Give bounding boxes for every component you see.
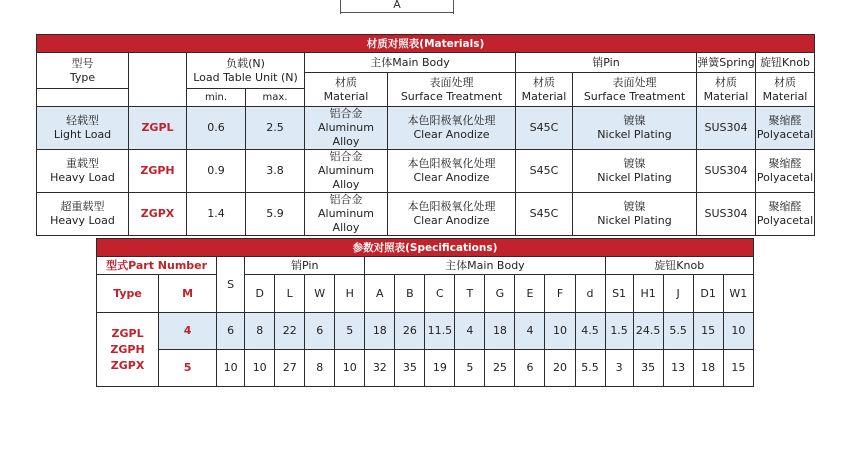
column-header: B	[395, 275, 425, 313]
header-knob-material: 材质 Material	[756, 73, 815, 107]
pin-value: 8	[245, 313, 275, 350]
body-value: 4	[515, 313, 545, 350]
knob-material: 聚缩醛 Polyacetal	[756, 150, 815, 193]
type-code: ZGPL	[129, 107, 187, 150]
load-min: 0.9	[187, 150, 246, 193]
body-value: 19	[425, 350, 455, 387]
dimension-label: A	[393, 0, 401, 11]
body-value: 32	[365, 350, 395, 387]
pin-value: 6	[305, 313, 335, 350]
body-value: 4.5	[575, 313, 605, 350]
knob-value: 35	[633, 350, 663, 387]
column-header: J	[663, 275, 693, 313]
load-max: 3.8	[246, 150, 305, 193]
type-codes: ZGPL ZGPH ZGPX	[97, 313, 159, 387]
type-code: ZGPH	[129, 150, 187, 193]
pin-value: 22	[275, 313, 305, 350]
body-surface: 本色阳极氧化处理 Clear Anodize	[388, 107, 516, 150]
column-header: T	[455, 275, 485, 313]
spec-row	[97, 350, 754, 387]
materials-row	[37, 193, 815, 236]
pin-value: 8	[305, 350, 335, 387]
m-value: 5	[159, 350, 217, 387]
header-spring-material: 材质 Material	[697, 73, 756, 107]
materials-title: 材质对照表(Materials)	[37, 35, 815, 53]
s-value: 6	[217, 313, 245, 350]
body-value: 5.5	[575, 350, 605, 387]
column-header: F	[545, 275, 575, 313]
header-body-group: 主体Main Body	[365, 257, 605, 275]
knob-value: 10	[723, 313, 753, 350]
pin-value: 27	[275, 350, 305, 387]
header-type-blank	[37, 89, 129, 107]
materials-row	[37, 150, 815, 193]
knob-value: 5.5	[663, 313, 693, 350]
specifications-table	[96, 238, 754, 387]
pin-material: S45C	[516, 150, 573, 193]
spec-row	[97, 313, 754, 350]
knob-value: 24.5	[633, 313, 663, 350]
pin-surface: 镀镍 Nickel Plating	[573, 193, 697, 236]
column-header: E	[515, 275, 545, 313]
column-header: d	[575, 275, 605, 313]
knob-material: 聚缩醛 Polyacetal	[756, 107, 815, 150]
load-max: 2.5	[246, 107, 305, 150]
header-max: max.	[246, 89, 305, 107]
header-type: Type	[97, 275, 159, 313]
body-material: 铝合金 Aluminum Alloy	[305, 193, 388, 236]
body-value: 10	[545, 313, 575, 350]
body-value: 35	[395, 350, 425, 387]
header-knob-group: 旋钮Knob	[605, 257, 753, 275]
body-value: 26	[395, 313, 425, 350]
pin-value: 10	[245, 350, 275, 387]
pin-value: 10	[335, 350, 365, 387]
header-spring: 弹簧Spring	[697, 53, 756, 73]
header-pin-material: 材质 Material	[516, 73, 573, 107]
column-header: H	[335, 275, 365, 313]
body-value: 25	[485, 350, 515, 387]
body-material: 铝合金 Aluminum Alloy	[305, 107, 388, 150]
dimension-marker-a	[340, 0, 454, 14]
body-value: 4	[455, 313, 485, 350]
header-min: min.	[187, 89, 246, 107]
materials-row	[37, 107, 815, 150]
header-pin-surface: 表面处理 Surface Treatment	[573, 73, 697, 107]
knob-value: 1.5	[605, 313, 633, 350]
column-header: D	[245, 275, 275, 313]
column-header: L	[275, 275, 305, 313]
knob-material: 聚缩醛 Polyacetal	[756, 193, 815, 236]
type-code: ZGPX	[129, 193, 187, 236]
type-name: 轻载型 Light Load	[37, 107, 129, 150]
header-m: M	[159, 275, 217, 313]
body-surface: 本色阳极氧化处理 Clear Anodize	[388, 150, 516, 193]
header-knob: 旋钮Knob	[756, 53, 815, 73]
load-min: 0.6	[187, 107, 246, 150]
body-value: 18	[365, 313, 395, 350]
column-header: D1	[693, 275, 723, 313]
header-load: 负载(N) Load Table Unit (N)	[187, 53, 305, 89]
body-material: 铝合金 Aluminum Alloy	[305, 150, 388, 193]
column-header: H1	[633, 275, 663, 313]
body-value: 5	[455, 350, 485, 387]
pin-surface: 镀镍 Nickel Plating	[573, 107, 697, 150]
column-header: W1	[723, 275, 753, 313]
s-value: 10	[217, 350, 245, 387]
body-value: 11.5	[425, 313, 455, 350]
header-main-body: 主体Main Body	[305, 53, 516, 73]
column-header: W	[305, 275, 335, 313]
knob-value: 15	[723, 350, 753, 387]
column-header: G	[485, 275, 515, 313]
body-value: 6	[515, 350, 545, 387]
type-name: 超重载型 Heavy Load	[37, 193, 129, 236]
type-name: 重载型 Heavy Load	[37, 150, 129, 193]
specifications-title: 参数对照表(Specifications)	[97, 239, 754, 257]
spring-material: SUS304	[697, 193, 756, 236]
header-body-material: 材质 Material	[305, 73, 388, 107]
part-number-header: 型式Part Number	[97, 257, 217, 275]
pin-material: S45C	[516, 107, 573, 150]
pin-surface: 镀镍 Nickel Plating	[573, 150, 697, 193]
spring-material: SUS304	[697, 107, 756, 150]
header-pin-group: 销Pin	[245, 257, 365, 275]
knob-value: 15	[693, 313, 723, 350]
load-max: 5.9	[246, 193, 305, 236]
materials-table	[36, 34, 815, 236]
header-body-surface: 表面处理 Surface Treatment	[388, 73, 516, 107]
load-min: 1.4	[187, 193, 246, 236]
column-header: S1	[605, 275, 633, 313]
pin-value: 5	[335, 313, 365, 350]
m-value: 4	[159, 313, 217, 350]
body-surface: 本色阳极氧化处理 Clear Anodize	[388, 193, 516, 236]
pin-material: S45C	[516, 193, 573, 236]
column-header: C	[425, 275, 455, 313]
column-header: A	[365, 275, 395, 313]
header-type: 型号 Type	[37, 53, 129, 89]
spring-material: SUS304	[697, 150, 756, 193]
body-value: 18	[485, 313, 515, 350]
header-type-spacer	[129, 53, 187, 107]
knob-value: 13	[663, 350, 693, 387]
header-s: S	[217, 257, 245, 313]
header-pin: 销Pin	[516, 53, 697, 73]
knob-value: 3	[605, 350, 633, 387]
knob-value: 18	[693, 350, 723, 387]
body-value: 20	[545, 350, 575, 387]
